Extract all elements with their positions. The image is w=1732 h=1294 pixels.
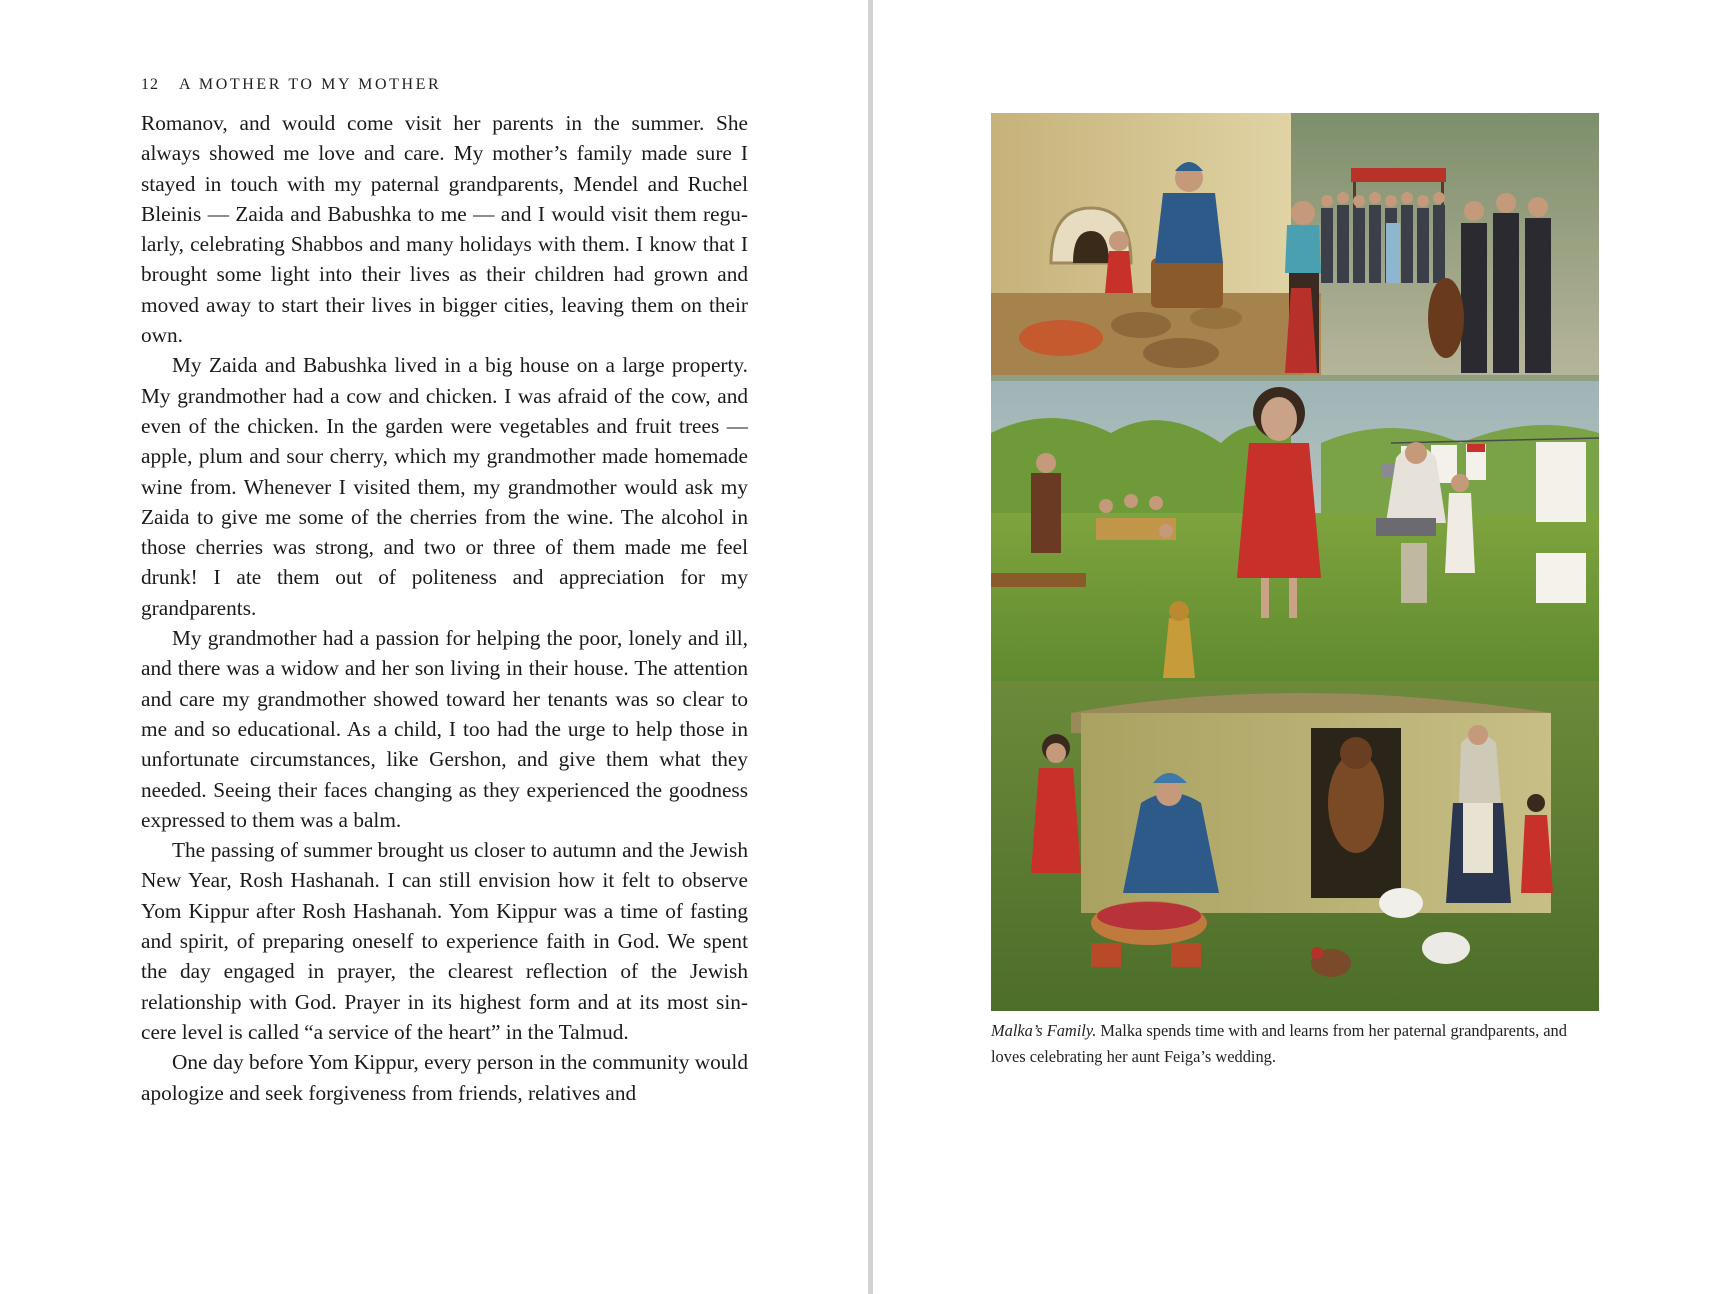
right-page	[873, 0, 1732, 1294]
middle-panel	[991, 381, 1599, 681]
wash-tub-icon	[1151, 258, 1223, 308]
paragraph-3: My grandmother had a passion for helping the poor, lonely and ill, and there was a widow and her son living in their house. The attention and care my grandmother showed toward her tenants was so clear to me and so educational. As a child, I too had the urge to help those in unfortunate circumstances, like Gershon, and give them what they needed. Seeing their faces changing as they experienced the goodness expressed to them was a balm.	[141, 626, 748, 832]
girl-red-dress-figure	[1105, 251, 1133, 293]
caption-title: Malka’s Family.	[991, 1021, 1097, 1040]
page-number: 12	[141, 76, 159, 93]
woman-kneading-figure	[1155, 193, 1223, 263]
caption-text: Malka spends time with and learns from her paternal grandparents, and loves celebrating her aunt Feiga’s wedding.	[991, 1021, 1567, 1066]
klezmer-musicians	[1461, 213, 1551, 373]
paragraph-5: One day before Yom Kippur, every person in the community would apologize and seek forgiveness from friends, relatives and	[141, 1050, 748, 1105]
paragraph-2: My Zaida and Babushka lived in a big house on a large property. My grandmother had a cow and chicken. I was afraid of the cow, and even of the chicken. In the garden were vegetables and fruit trees — apple, plum and sour cherry, which my grandmother made homemade wine from. Whenever I visited them, my grandmother would ask my Zaida to give me some of the cherries from the wine. The alcohol in those cherries was strong, and two or three of them made me feel drunk! I ate them out of politeness and appreciation for my grandparents.	[141, 353, 748, 620]
figure-caption	[991, 1018, 1601, 1070]
hen-icon	[1379, 888, 1423, 918]
malka-red-dress-figure	[1237, 443, 1321, 578]
painting-svg	[991, 113, 1599, 1011]
running-head	[141, 76, 441, 94]
girl-with-ring-figure	[1031, 768, 1081, 873]
paragraph-1: Romanov, and would come visit her parents in the summer. She always showed me love and care. My mother’s family made sure I stayed in touch with my paternal grandparents, Mendel and Ruchel Bleinis — Zaida and Babushka to me — and I would visit them regularly, celebrating Shabbos and many holidays with them. I know that I brought some light into their lives as their children had grown and moved away to start their lives in bigger cities, leaving them on their own.	[141, 111, 748, 348]
bottom-panel	[991, 681, 1599, 1011]
painting-illustration	[991, 113, 1599, 1011]
book-title-header: A MOTHER TO MY MOTHER	[179, 76, 442, 93]
bride-figure	[1285, 225, 1321, 273]
chuppah-canopy	[1351, 168, 1446, 182]
challah-icon	[1019, 320, 1103, 356]
washbasin-icon	[1376, 518, 1436, 536]
body-text	[141, 108, 748, 1108]
woman-cooking-figure	[1031, 473, 1061, 553]
paragraph-4: The passing of summer brought us closer to autumn and the Jewish New Year, Rosh Hashanah. I can still envision how it felt to observe Yom Kippur after Rosh Hashanah. Yom Kippur was a time of fasting and spirit, of preparing oneself to experience faith in God. We spent the day engaged in prayer, the clearest reflection of the Jewish relationship with God. Prayer in its highest form and at its most sincere level is called “a service of the heart” in the Talmud.	[141, 838, 748, 1044]
top-panel	[991, 113, 1599, 383]
cello-icon	[1428, 278, 1464, 358]
